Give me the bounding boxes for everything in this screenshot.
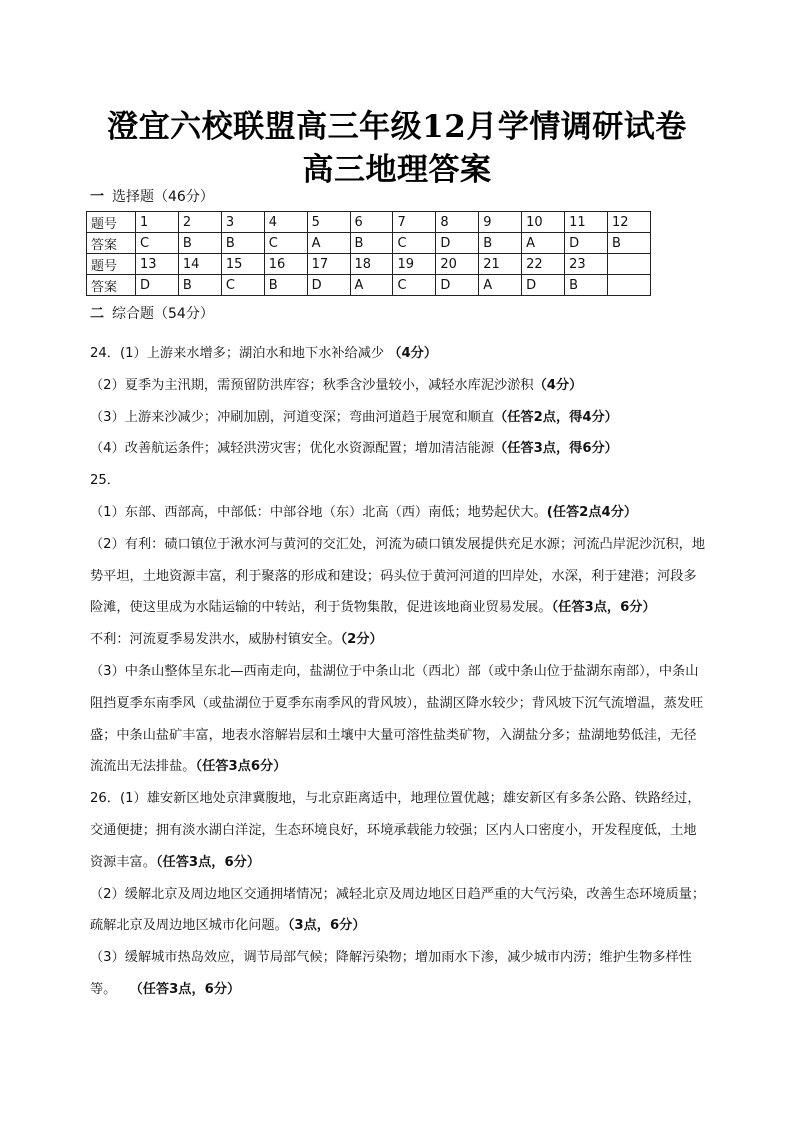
- table-cell: 13: [136, 254, 179, 275]
- table-cell: 1: [136, 212, 179, 233]
- table-cell: 18: [350, 254, 393, 275]
- table-cell: D: [307, 275, 350, 296]
- answer-table: [86, 211, 651, 296]
- table-cell: 20: [436, 254, 479, 275]
- table-row-header-cell: 题号: [87, 212, 136, 233]
- q26-part3: [90, 942, 708, 1006]
- q25-part2: [90, 529, 708, 624]
- q26-part2: [90, 879, 708, 943]
- table-cell: A: [350, 275, 393, 296]
- section-comprehensive-number: 二: [90, 306, 104, 322]
- section-choice-label: 选择题（46分）: [112, 189, 214, 205]
- table-cell: 14: [178, 254, 221, 275]
- q25-number: 25．: [90, 473, 120, 489]
- table-row: [87, 233, 651, 254]
- table-cell: D: [436, 233, 479, 254]
- table-cell: C: [393, 275, 436, 296]
- table-cell: 16: [264, 254, 307, 275]
- table-cell: 15: [221, 254, 264, 275]
- table-cell: [607, 254, 650, 275]
- q24-part2-text: （2）夏季为主汛期，需预留防洪库容；秋季含沙量较小，减轻水库泥沙淤积: [90, 377, 534, 393]
- table-cell: C: [264, 233, 307, 254]
- q25-part3-text: （3）中条山整体呈东北—西南走向，盐湖位于中条山北（西北）部（或中条山位于盐湖东南部），中条山阻挡夏季东南季风（或盐湖位于夏季东南季风的背风坡），盐湖区降水较少；背风坡下沉气流增温，蒸发旺盛；中条山盐矿丰富，地表水溶解岩层和土壤中大量可溶性盐类矿物，入湖盐分多；盐湖地势低洼，无径流流出无法排盐。: [90, 663, 704, 775]
- table-cell: A: [307, 233, 350, 254]
- table-cell: C: [136, 233, 179, 254]
- q26-part2-text: （2）缓解北京及周边地区交通拥堵情况；减轻北京及周边地区日趋严重的大气污染，改善生态环境质量；疏解北京及周边地区城市化问题。: [90, 886, 706, 934]
- table-cell: B: [565, 275, 608, 296]
- q25-part2-disadvantage-text: 不利：河流夏季易发洪水，威胁村镇安全。: [90, 632, 341, 648]
- q25-part2-disadvantage-score: （2分）: [340, 632, 383, 648]
- table-cell: B: [350, 233, 393, 254]
- q25-part1-text: （1）东部、西部高，中部低：中部谷地（东）北高（西）南低；地势起伏大。: [90, 504, 547, 520]
- section-choice-number: 一: [90, 189, 104, 205]
- table-cell: 5: [307, 212, 350, 233]
- q25-part1: [90, 497, 708, 529]
- table-row-header-cell: 题号: [87, 254, 136, 275]
- table-cell: A: [522, 233, 565, 254]
- q26-part1-text: 26．(1）雄安新区地处京津冀腹地，与北京距离适中，地理位置优越；雄安新区有多条公路、铁路经过，交通便捷；拥有淡水湖白洋淀，生态环境良好，环境承载能力较强；区内人口密度小，开发程度低，土地资源丰富。: [90, 791, 701, 870]
- table-row: [87, 212, 651, 233]
- q26-part2-score: （3点，6分）: [287, 918, 366, 934]
- table-cell: 10: [522, 212, 565, 233]
- table-cell: 9: [479, 212, 522, 233]
- table-cell: B: [178, 233, 221, 254]
- exam-title: 澄宜六校联盟高三年级12月学情调研试卷: [107, 109, 687, 145]
- q26-part1: [90, 783, 708, 878]
- table-row-header-cell: 答案: [87, 233, 136, 254]
- table-cell: C: [393, 233, 436, 254]
- exam-subtitle: 高三地理答案: [302, 152, 492, 188]
- table-row: [87, 254, 651, 275]
- section-choice-heading: [90, 186, 214, 206]
- table-cell: 2: [178, 212, 221, 233]
- table-cell: 7: [393, 212, 436, 233]
- table-cell: B: [264, 275, 307, 296]
- table-cell: D: [136, 275, 179, 296]
- table-cell: C: [221, 275, 264, 296]
- q24-part1-score: （4分）: [388, 346, 438, 361]
- table-cell: A: [479, 275, 522, 296]
- q24-part2: [90, 370, 708, 402]
- table-cell: 23: [565, 254, 608, 275]
- section-comprehensive-label: 综合题（54分）: [112, 306, 214, 322]
- q26-part3-score: （任答3点，6分）: [136, 981, 241, 997]
- table-cell: D: [436, 275, 479, 296]
- table-cell: 12: [607, 212, 650, 233]
- q24-part1-text: 24．(1）上游来水增多；湖泊水和地下水补给减少: [90, 346, 389, 361]
- table-cell: 11: [565, 212, 608, 233]
- table-cell: 3: [221, 212, 264, 233]
- table-row-header-cell: 答案: [87, 275, 136, 296]
- table-cell: D: [522, 275, 565, 296]
- table-cell: B: [607, 233, 650, 254]
- q24-part3: [90, 402, 708, 434]
- table-cell: 6: [350, 212, 393, 233]
- q24-part3-text: （3）上游来沙减少；冲刷加剧，河道变深；弯曲河道趋于展宽和顺直: [90, 409, 495, 425]
- table-cell: 17: [307, 254, 350, 275]
- q25-part3-score: （任答3点6分）: [195, 759, 287, 775]
- table-cell: B: [221, 233, 264, 254]
- table-cell: 19: [393, 254, 436, 275]
- q24-part4-text: （4）改善航运条件；减轻洪涝灾害；优化水资源配置；增加清洁能源: [90, 441, 495, 457]
- table-cell: 4: [264, 212, 307, 233]
- q24-part1: [90, 338, 708, 370]
- q25-part2-disadvantage: [90, 624, 708, 656]
- table-row: [87, 275, 651, 296]
- table-cell: B: [178, 275, 221, 296]
- q25-part2-text: （2）有利：碛口镇位于湫水河与黄河的交汇处，河流为碛口镇发展提供充足水源；河流凸岸泥沙沉积，地势平坦，土地资源丰富，利于聚落的形成和建设；码头位于黄河河道的凹岸处，水深，利于建港；河段多险滩，使这里成为水陆运输的中转站，利于货物集散，促进该地商业贸易发展。: [90, 536, 706, 616]
- table-cell: D: [565, 233, 608, 254]
- table-cell: B: [479, 233, 522, 254]
- q26-part1-score: （任答3点，6分）: [155, 854, 261, 870]
- table-cell: 21: [479, 254, 522, 275]
- section-comprehensive-heading: [90, 303, 214, 323]
- answers-content: [90, 338, 708, 1006]
- table-cell: [607, 275, 650, 296]
- q25-part3: [90, 656, 708, 783]
- q26-part3-text: （3）缓解城市热岛效应，调节局部气候；降解污染物；增加雨水下渗，减少城市内涝；维护生物多样性等。: [90, 950, 692, 997]
- q24-part2-score: （4分）: [533, 377, 583, 393]
- table-cell: 22: [522, 254, 565, 275]
- table-cell: 8: [436, 212, 479, 233]
- q25-part2-score: （任答3点，6分）: [551, 600, 656, 616]
- q24-part4: [90, 433, 708, 465]
- q25-part1-score: (任答2点4分）: [546, 504, 638, 520]
- q24-part4-score: （任答3点，得6分）: [494, 441, 618, 457]
- q24-part3-score: （任答2点，得4分）: [494, 409, 618, 425]
